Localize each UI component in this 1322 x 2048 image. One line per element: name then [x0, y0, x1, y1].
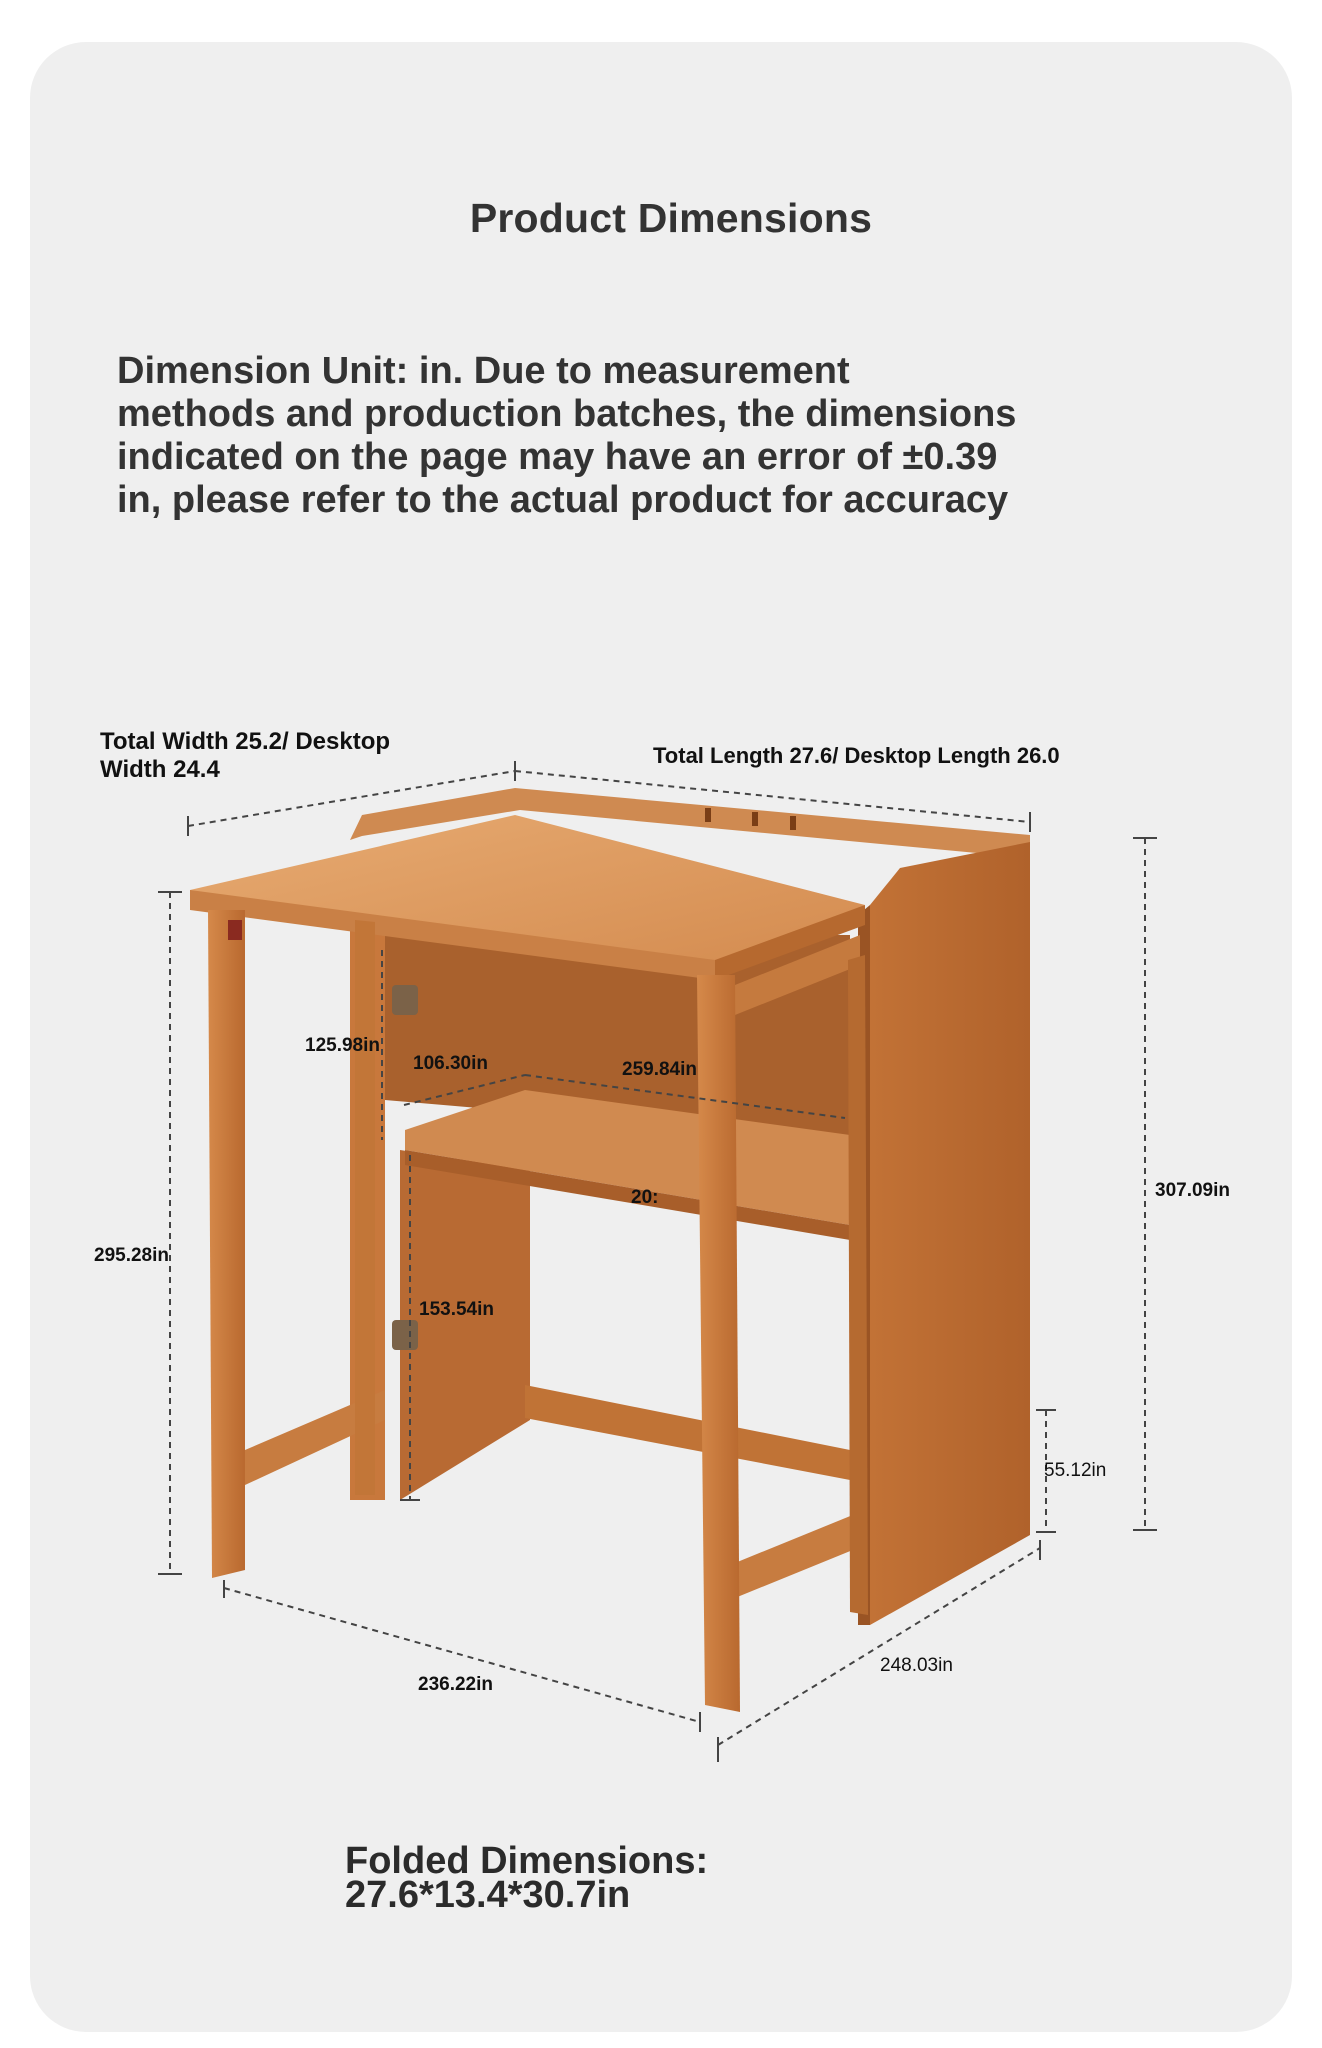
label-height-right: 307.09in: [1155, 1180, 1230, 1201]
hinge: [392, 1320, 418, 1350]
page-title: Product Dimensions: [469, 195, 873, 241]
folded-dimensions-value: 27.6*13.4*30.7in: [345, 1874, 631, 1916]
desk-right-front-leg: [697, 975, 740, 1712]
label-foot-height: 55.12in: [1044, 1460, 1107, 1481]
hinge: [228, 920, 242, 940]
label-shelf-length: 259.84in: [622, 1059, 697, 1080]
desk-right-back-leg: [848, 955, 868, 1615]
desk-front-stretcher: [730, 1510, 865, 1600]
rail-slot: [705, 808, 711, 822]
label-small-partial: 20:: [631, 1187, 659, 1208]
rail-slot: [790, 816, 796, 830]
label-total-length: Total Length 27.6/ Desktop Length 26.0: [653, 743, 1060, 768]
folded-dimensions: [345, 1840, 1145, 1916]
hinge: [392, 985, 418, 1015]
label-bottom-front: 236.22in: [418, 1674, 493, 1695]
label-bottom-side: 248.03in: [880, 1655, 953, 1676]
label-height-left: 295.28in: [94, 1245, 169, 1266]
desk-left-back-leg: [355, 920, 375, 1495]
desk-left-front-leg: [208, 910, 245, 1578]
label-shelf-depth: 106.30in: [413, 1053, 488, 1074]
folded-dimensions-title: Folded Dimensions:: [345, 1840, 709, 1882]
desk-back-stretcher: [525, 1385, 850, 1480]
label-shelf-height: 125.98in: [305, 1035, 380, 1056]
desk-right-side-panel: [870, 842, 1030, 1625]
label-panel-height: 153.54in: [419, 1299, 494, 1320]
desk-lower-panel: [400, 1150, 530, 1500]
rail-slot: [752, 812, 758, 826]
dim-line-bottom-front: [224, 1588, 700, 1722]
dimension-notice: Dimension Unit: in. Due to measurement methods and production batches, the dimensions indicated on the page may have an error of ±0.39 in, please refer to the actual product for accuracy: [117, 350, 1017, 521]
label-total-width: Total Width 25.2/ Desktop Width 24.4: [100, 728, 391, 783]
